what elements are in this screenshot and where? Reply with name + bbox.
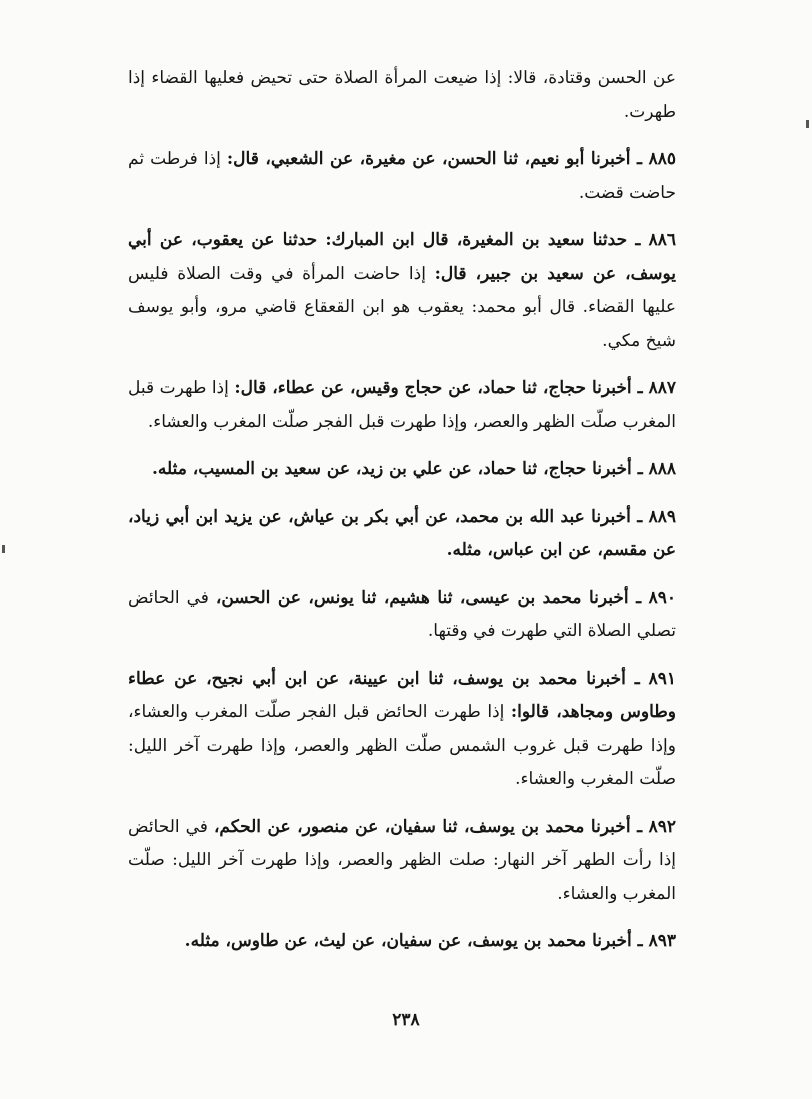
narration-891 xyxy=(128,663,676,797)
paragraph-lead: ٨٩١ ـ أخبرنا محمد بن يوسف، ثنا ابن عيينة، عن ابن أبي نجيح، عن عطاء وطاوس ومجاهد، قالوا: xyxy=(128,668,677,722)
paragraph-lead: ٨٩٣ ـ أخبرنا محمد بن يوسف، عن سفيان، عن ليث، عن طاوس، مثله. xyxy=(184,931,676,951)
paragraph-lead: ٨٨٥ ـ أخبرنا أبو نعيم، ثنا الحسن، عن مغيرة، عن الشعبي، قال: xyxy=(226,149,676,169)
paragraph-lead: ٨٩٢ ـ أخبرنا محمد بن يوسف، ثنا سفيان، عن منصور، عن الحكم، xyxy=(213,816,676,837)
narration-892 xyxy=(128,811,676,912)
paragraph-body: إذا فرطت ثم حاضت قضت. xyxy=(128,149,676,203)
paragraph-lead: ٨٩٠ ـ أخبرنا محمد بن عيسى، ثنا هشيم، ثنا يونس، عن الحسن، xyxy=(215,587,677,608)
paragraph-body: إذا طهرت الحائض قبل الفجر صلّت المغرب والعشاء، وإذا طهرت قبل غروب الشمس صلّت الظهر والعصر، وإذا طهرت آخر الليل: صلّت المغرب والعشاء. xyxy=(128,702,676,789)
narration-889 xyxy=(128,501,676,568)
text-block xyxy=(128,62,676,973)
narration-886 xyxy=(128,224,676,358)
paragraph-body: في الحائض تصلي الصلاة التي طهرت في وقتها. xyxy=(128,587,676,641)
narration-887 xyxy=(128,372,676,439)
paragraph-lead: ٨٨٩ ـ أخبرنا عبد الله بن محمد، عن أبي بكر بن عياش، عن يزيد ابن أبي زياد، عن مقسم، عن ابن عباس، مثله. xyxy=(128,506,676,560)
page-number: ٢٣٨ xyxy=(392,1010,420,1030)
paragraph-body: عن الحسن وقتادة، قالا: إذا ضيعت المرأة الصلاة حتى تحيض فعليها القضاء إذا طهرت. xyxy=(128,68,676,122)
narration-893 xyxy=(128,925,676,959)
paragraph-lead: ٨٨٨ ـ أخبرنا حجاج، ثنا حماد، عن علي بن زيد، عن سعيد بن المسيب، مثله. xyxy=(151,459,676,479)
narration-885 xyxy=(128,143,676,210)
narration-890 xyxy=(128,582,676,649)
paragraph-continuation xyxy=(128,62,676,129)
scan-edge-mark xyxy=(806,120,809,128)
paragraph-body: في الحائض إذا رأت الطهر آخر النهار: صلت الظهر والعصر، وإذا طهرت آخر الليل: صلّت المغرب والعشاء. xyxy=(128,816,676,904)
paragraph-body: إذا طهرت قبل المغرب صلّت الظهر والعصر، وإذا طهرت قبل الفجر صلّت المغرب والعشاء. xyxy=(128,378,676,432)
paragraph-lead: ٨٨٦ ـ حدثنا سعيد بن المغيرة، قال ابن المبارك: حدثنا عن يعقوب، عن أبي يوسف، عن سعيد بن جبير، قال: xyxy=(128,230,676,284)
narration-888 xyxy=(128,453,676,487)
paragraph-lead: ٨٨٧ ـ أخبرنا حجاج، ثنا حماد، عن حجاج وقيس، عن عطاء، قال: xyxy=(234,378,677,398)
scan-edge-mark xyxy=(2,545,5,553)
paragraph-body: إذا حاضت المرأة في وقت الصلاة فليس عليها القضاء. قال أبو محمد: يعقوب هو ابن القعقاع قاضي مرو، وأبو يوسف شيخ مكي. xyxy=(128,263,676,351)
